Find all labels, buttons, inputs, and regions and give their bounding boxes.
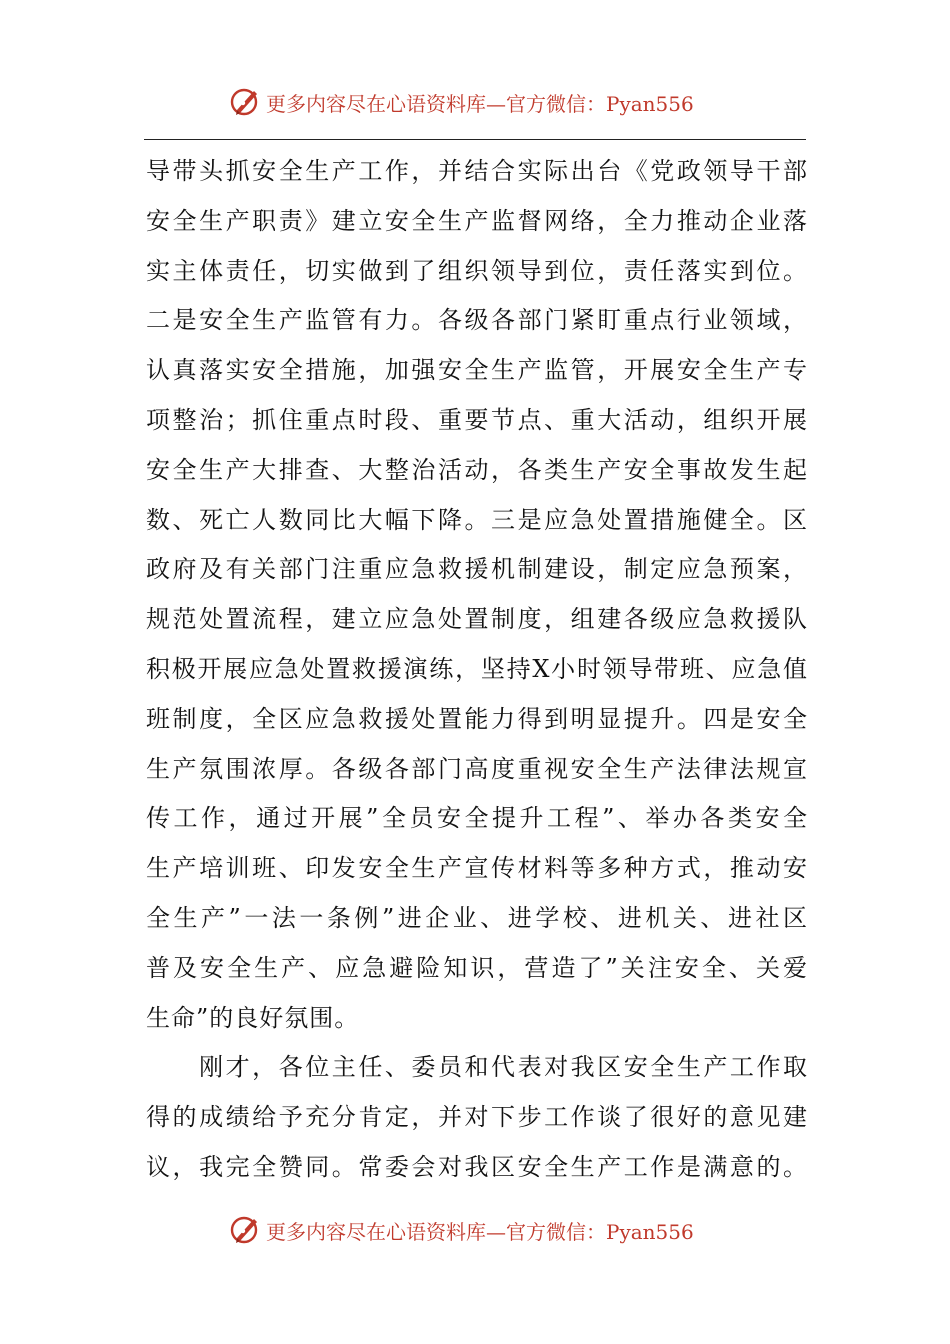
header-banner bbox=[228, 84, 748, 120]
body-line: 普及安全生产、应急避险知识，营造了”关注安全、关爱 bbox=[146, 953, 808, 982]
body-line: 二是安全生产监管有力。各级各部门紧盯重点行业领域， bbox=[146, 306, 808, 335]
body-line: 实主体责任，切实做到了组织领导到位，责任落实到位。 bbox=[146, 256, 808, 285]
pen-seal-icon bbox=[228, 85, 262, 119]
footer-banner bbox=[228, 1212, 748, 1248]
header-banner-text: 更多内容尽在心语资料库—官方微信：Pyan556 bbox=[266, 91, 694, 116]
body-line: 安全生产职责》建立安全生产监督网络，全力推动企业落 bbox=[146, 206, 808, 235]
body-line: 生命”的良好氛围。 bbox=[146, 1003, 360, 1032]
body-line: 数、死亡人数同比大幅下降。三是应急处置措施健全。区 bbox=[146, 505, 808, 534]
body-line: 规范处置流程，建立应急处置制度，组建各级应急救援队 bbox=[146, 605, 808, 634]
pen-seal-icon bbox=[228, 1213, 262, 1247]
body-line: 安全生产大排查、大整治活动，各类生产安全事故发生起 bbox=[146, 455, 808, 484]
body-line: 政府及有关部门注重应急救援机制建设，制定应急预案， bbox=[146, 555, 808, 584]
body-line: 项整治；抓住重点时段、重要节点、重大活动，组织开展 bbox=[146, 405, 808, 434]
body-line: 班制度，全区应急救援处置能力得到明显提升。四是安全 bbox=[146, 704, 808, 733]
document-body bbox=[146, 147, 808, 1193]
body-line: 刚才，各位主任、委员和代表对我区安全生产工作取 bbox=[146, 1053, 808, 1082]
body-line: 认真落实安全措施，加强安全生产监管，开展安全生产专 bbox=[146, 356, 808, 385]
body-line: 积极开展应急处置救援演练，坚持X小时领导带班、应急值 bbox=[146, 654, 808, 683]
header-divider bbox=[144, 139, 806, 140]
body-line: 生产氛围浓厚。各级各部门高度重视安全生产法律法规宣 bbox=[146, 754, 808, 783]
body-line: 生产培训班、印发安全生产宣传材料等多种方式，推动安 bbox=[146, 854, 808, 883]
footer-banner-text: 更多内容尽在心语资料库—官方微信：Pyan556 bbox=[266, 1219, 694, 1244]
body-line: 全生产”一法一条例”进企业、进学校、进机关、进社区 bbox=[146, 903, 808, 932]
body-line: 议，我完全赞同。常委会对我区安全生产工作是满意的。 bbox=[146, 1152, 808, 1181]
body-line: 导带头抓安全生产工作，并结合实际出台《党政领导干部 bbox=[146, 157, 808, 185]
body-line: 传工作，通过开展”全员安全提升工程”、举办各类安全 bbox=[146, 804, 808, 833]
body-line: 得的成绩给予充分肯定，并对下步工作谈了很好的意见建 bbox=[146, 1103, 808, 1132]
